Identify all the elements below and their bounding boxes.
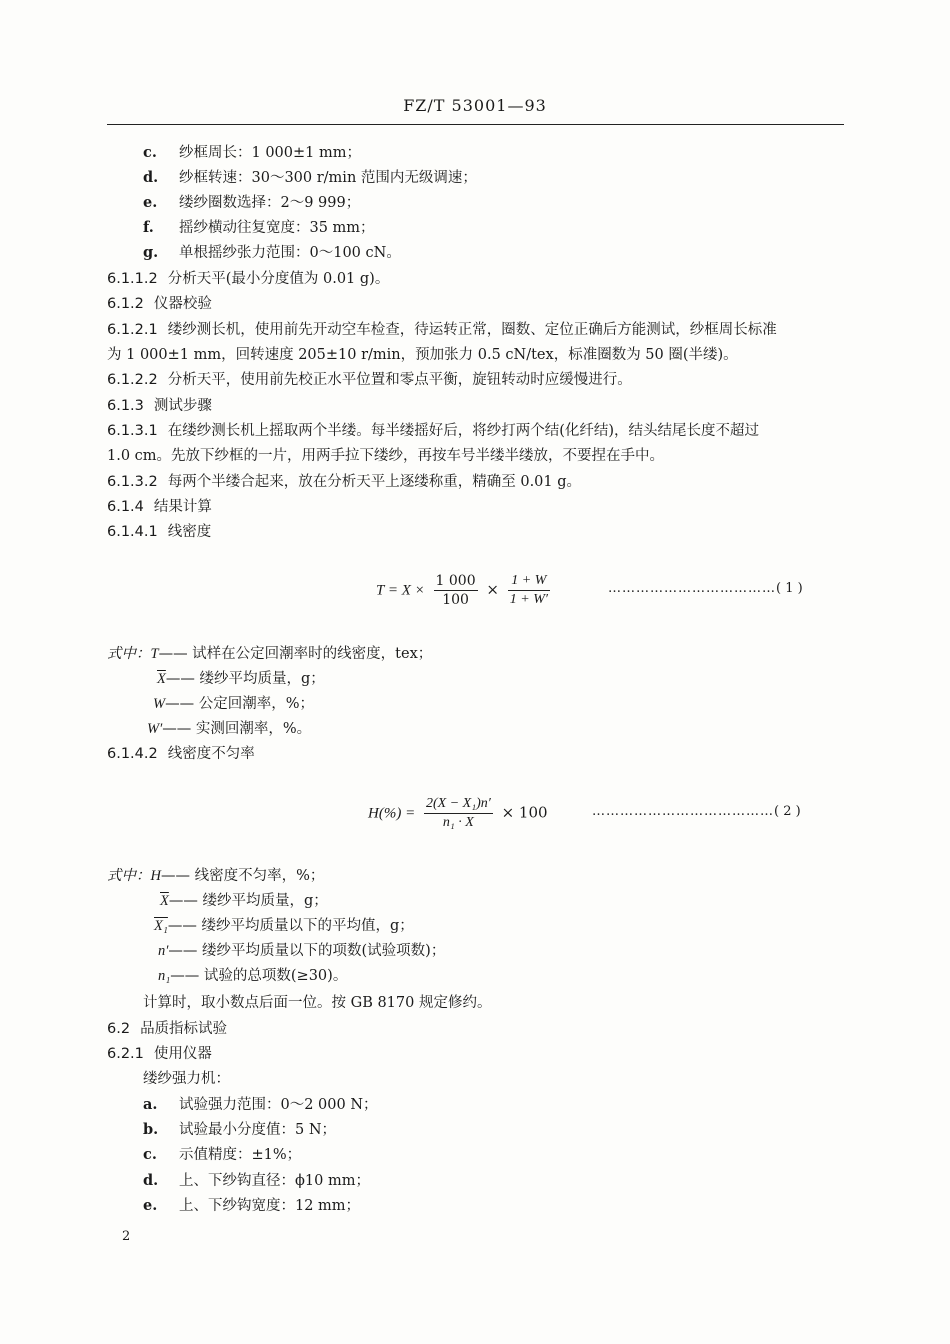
eq1-fraction-2: $\frac{1 + W}{1 + W'}$ bbox=[509, 573, 548, 607]
item-label: d. bbox=[143, 1172, 159, 1189]
item-label: c. bbox=[143, 1146, 157, 1163]
item-text: 试验最小分度值：5 N； bbox=[179, 1122, 337, 1138]
section-6-1-3-heading: 6.1.3 测试步骤 bbox=[107, 398, 212, 414]
section-6-1-2-1-line2: 为 1 000±1 mm，回转速度 205±10 r/min，预加张力 0.5 cN/tex，标准圈数为 50 圈(半缕)。 bbox=[107, 347, 738, 363]
item-text: 纱框转速：30～300 r/min 范围内无级调速； bbox=[179, 170, 477, 186]
eq2-fraction: $\frac{\text{2(X − X₁)n′}}{\text{n₁ · X}}$ bbox=[425, 796, 491, 830]
list-item bbox=[143, 193, 360, 213]
instrument-title: 缕纱强力机： bbox=[143, 1071, 230, 1087]
item-label: a. bbox=[143, 1096, 158, 1113]
item-text: 摇纱横动往复宽度：35 mm； bbox=[179, 220, 375, 236]
section-6-1-2-heading: 6.1.2 仪器校验 bbox=[107, 296, 212, 312]
equation-1: T = X × $\frac{1 000}{100}$ × $\frac{1 + W}{1 + W'}$ bbox=[376, 573, 548, 608]
item-text: 示值精度：±1%； bbox=[179, 1147, 302, 1163]
where-item: $\overline{X}——$ 缕纱平均质量，g； bbox=[160, 893, 328, 909]
section-6-1-1-2: 6.1.1.2 分析天平(最小分度值为 0.01 g)。 bbox=[107, 271, 390, 287]
list-item bbox=[143, 1095, 378, 1115]
item-label: c. bbox=[143, 144, 157, 161]
section-6-2-1-heading: 6.2.1 使用仪器 bbox=[107, 1046, 212, 1062]
item-label: e. bbox=[143, 194, 158, 211]
item-text: 试验强力范围：0～2 000 N； bbox=[179, 1097, 378, 1113]
list-item bbox=[143, 143, 361, 163]
item-label: d. bbox=[143, 169, 159, 186]
section-6-2-heading: 6.2 品质指标试验 bbox=[107, 1021, 228, 1037]
eq2-lhs: H(%) = bbox=[368, 805, 416, 822]
item-text: 纱框周长：1 000±1 mm； bbox=[179, 145, 361, 161]
eq1-fraction-1: $\frac{1 000}{100}$ bbox=[435, 573, 476, 608]
where-item: $\overline{X}——$ 缕纱平均质量，g； bbox=[157, 671, 325, 687]
list-item bbox=[143, 1120, 336, 1140]
item-label: b. bbox=[143, 1121, 159, 1138]
equation-2-number: …………………………………( 2 ) bbox=[592, 804, 801, 819]
where-item: 式中：H—— 线密度不匀率，%； bbox=[107, 868, 325, 884]
calculation-note: 计算时，取小数点后面一位。按 GB 8170 规定修约。 bbox=[143, 995, 492, 1011]
eq1-lhs: T = X × bbox=[376, 582, 425, 599]
item-text: 上、下纱钩宽度：12 mm； bbox=[179, 1198, 361, 1214]
where-item: 式中：T—— 试样在公定回潮率时的线密度，tex； bbox=[107, 646, 433, 662]
section-6-1-4-1-heading: 6.1.4.1 线密度 bbox=[107, 524, 212, 540]
item-label: e. bbox=[143, 1197, 158, 1214]
item-text: 上、下纱钩直径：ϕ10 mm； bbox=[179, 1173, 370, 1189]
where-item: W—— 公定回潮率，%； bbox=[153, 696, 314, 712]
list-item bbox=[143, 168, 477, 188]
equation-1-number: ………………………………( 1 ) bbox=[608, 581, 803, 596]
list-item bbox=[143, 243, 401, 263]
where-item: W′—— 实测回潮率，%。 bbox=[147, 721, 312, 737]
section-6-1-2-2: 6.1.2.2 分析天平，使用前先校正水平位置和零点平衡，旋钮转动时应缓慢进行。 bbox=[107, 372, 632, 388]
equation-2: H(%) = $\frac{\text{2(X − X₁)n′}}{\text{n₁ · X}}$ × 100 bbox=[368, 796, 548, 830]
document-code: FZ/T 53001—93 bbox=[403, 96, 547, 115]
item-label: f. bbox=[143, 219, 154, 236]
item-label: g. bbox=[143, 244, 159, 261]
list-item bbox=[143, 218, 375, 238]
section-6-1-2-1-line1: 6.1.2.1 缕纱测长机，使用前先开动空车检查，待运转正常，圈数、定位正确后方能测试，纱框周长标准 bbox=[107, 322, 777, 338]
section-6-1-4-2-heading: 6.1.4.2 线密度不匀率 bbox=[107, 746, 255, 762]
list-item bbox=[143, 1145, 301, 1165]
where-item: n₁—— 试验的总项数(≥30)。 bbox=[158, 968, 348, 984]
section-6-1-3-2: 6.1.3.2 每两个半缕合起来，放在分析天平上逐缕称重，精确至 0.01 g。 bbox=[107, 474, 582, 490]
section-6-1-4-heading: 6.1.4 结果计算 bbox=[107, 499, 212, 515]
section-6-1-3-1-line1: 6.1.3.1 在缕纱测长机上摇取两个半缕。每半缕摇好后，将纱打两个结(化纤结)，结头结尾长度不超过 bbox=[107, 423, 760, 439]
where-item: X₁—— 缕纱平均质量以下的平均值，g； bbox=[154, 918, 414, 934]
header-rule bbox=[107, 124, 844, 125]
list-item bbox=[143, 1171, 370, 1191]
page-number: 2 bbox=[122, 1229, 131, 1244]
section-6-1-3-1-line2: 1.0 cm。先放下纱框的一片，用两手拉下缕纱，再按车号半缕半缕放，不要捏在手中。 bbox=[107, 448, 665, 464]
where-item: n′—— 缕纱平均质量以下的项数(试验项数)； bbox=[158, 943, 446, 959]
item-text: 缕纱圈数选择：2～9 999； bbox=[179, 195, 361, 211]
list-item bbox=[143, 1196, 360, 1216]
item-text: 单根摇纱张力范围：0～100 cN。 bbox=[179, 245, 401, 261]
